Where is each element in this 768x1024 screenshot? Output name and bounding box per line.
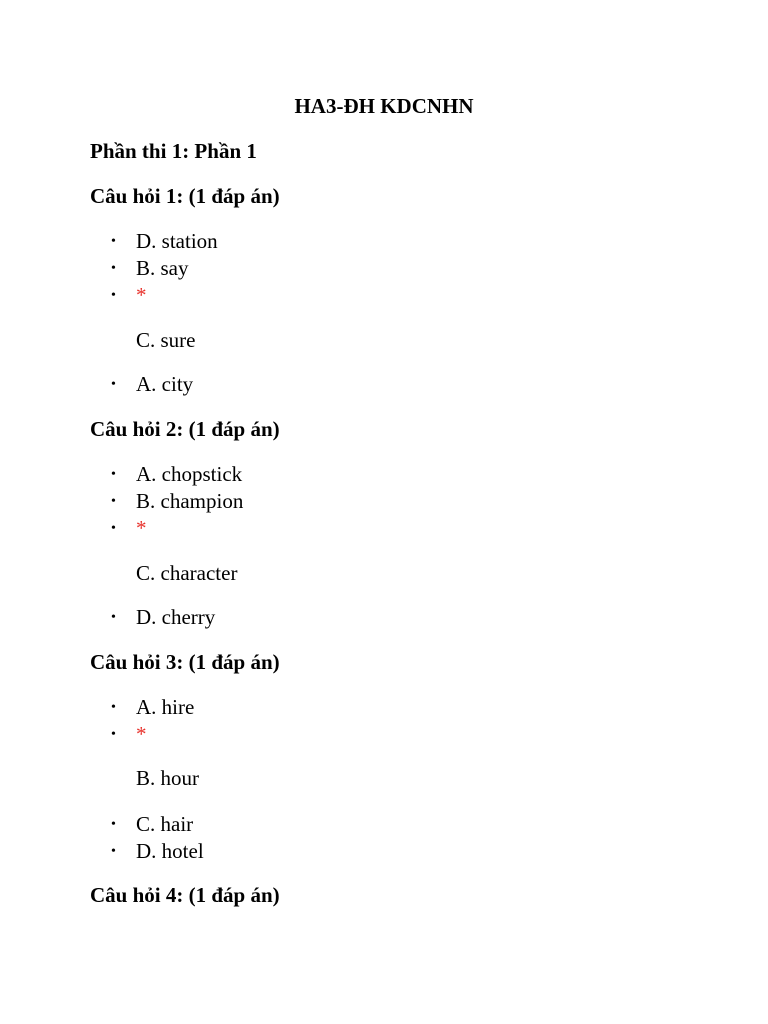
question-1-options-after [0, 371, 193, 398]
bullet-icon: • [111, 467, 116, 482]
question-3-options [0, 694, 194, 748]
bullet-icon: • [111, 377, 116, 392]
bullet-icon: • [111, 288, 116, 303]
option-item: • A. city [111, 372, 194, 396]
question-4-heading: Câu hỏi 4: (1 đáp án) [90, 883, 280, 907]
bullet-icon: • [111, 521, 116, 536]
correct-answer-text: C. sure [136, 328, 196, 352]
option-item-correct-marker [0, 282, 218, 309]
question-1-heading: Câu hỏi 1: (1 đáp án) [90, 184, 280, 208]
option-item: • D. hotel [111, 839, 204, 863]
bullet-icon: • [111, 700, 116, 715]
correct-answer-text: C. character [136, 561, 238, 585]
question-2-options [0, 461, 243, 542]
question-1-options [0, 228, 218, 309]
correct-answer-marker: * [136, 283, 147, 307]
option-item: • D. station [111, 229, 218, 253]
option-item-correct-marker [0, 515, 243, 542]
document-title: HA3-ĐH KDCNHN [294, 94, 474, 118]
question-2-options-after [0, 604, 215, 631]
option-item: • A. chopstick [111, 462, 243, 486]
bullet-icon: • [111, 727, 116, 742]
option-item: • D. cherry [111, 605, 216, 629]
bullet-icon: • [111, 844, 116, 859]
question-3-heading: Câu hỏi 3: (1 đáp án) [90, 650, 280, 674]
correct-answer-marker: * [136, 722, 147, 746]
question-3-options-after [0, 811, 204, 865]
option-item: • C. hair [111, 812, 194, 836]
correct-answer-text: B. hour [136, 766, 199, 790]
bullet-icon: • [111, 610, 116, 625]
option-item-correct-marker [0, 721, 194, 748]
bullet-icon: • [111, 261, 116, 276]
question-2-heading: Câu hỏi 2: (1 đáp án) [90, 417, 280, 441]
bullet-icon: • [111, 494, 116, 509]
section-heading: Phần thi 1: Phần 1 [90, 139, 257, 163]
option-item: • A. hire [111, 695, 195, 719]
option-item: • B. champion [111, 489, 244, 513]
bullet-icon: • [111, 817, 116, 832]
option-item: • B. say [111, 256, 189, 280]
correct-answer-marker: * [136, 516, 147, 540]
bullet-icon: • [111, 234, 116, 249]
